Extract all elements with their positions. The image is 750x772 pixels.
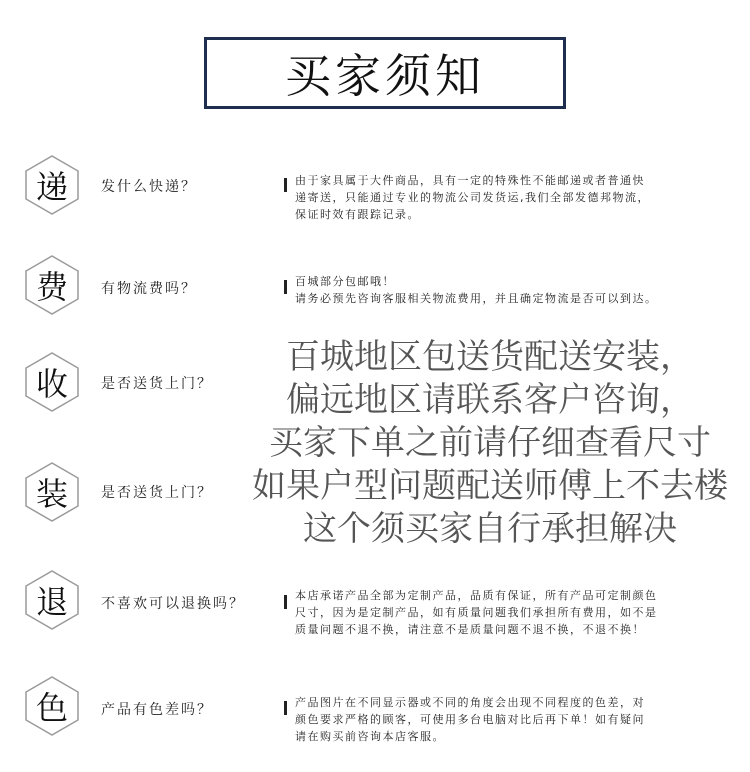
divider-bar bbox=[284, 280, 287, 294]
hexagon-char: 退 bbox=[35, 583, 68, 621]
question-label: 发什么快递？ bbox=[101, 179, 197, 195]
hexagon-icon bbox=[22, 155, 82, 215]
answer-line: 百城部分包邮哦！ bbox=[295, 275, 395, 288]
answer-text bbox=[295, 273, 715, 307]
answer-line: 本店承诺产品全部为定制产品，品质有保证，所有产品可定制颜色 bbox=[295, 589, 658, 602]
answer-line: 请务必预先咨询客服相关物流费用，并且确定物流是否可以到达。 bbox=[295, 292, 658, 305]
question-label: 不喜欢可以退换吗？ bbox=[101, 596, 245, 612]
question-label: 是否送货上门？ bbox=[101, 485, 213, 501]
answer-line: 颜色要求严格的顾客，可使用多台电脑对比后再下单！如有疑问 bbox=[295, 713, 645, 726]
question-label: 有物流费吗？ bbox=[101, 281, 197, 297]
answer-text bbox=[295, 172, 715, 223]
hexagon-char: 费 bbox=[35, 268, 68, 306]
hexagon-icon bbox=[22, 570, 82, 630]
divider-bar bbox=[284, 701, 287, 715]
answer-text bbox=[295, 694, 715, 745]
hexagon-char: 收 bbox=[35, 365, 68, 403]
answer-text bbox=[295, 587, 715, 638]
page-title: 买家须知 bbox=[285, 49, 485, 103]
hexagon-icon bbox=[22, 352, 82, 412]
question-label: 是否送货上门？ bbox=[101, 376, 213, 392]
hexagon-icon bbox=[22, 676, 82, 736]
notice-line: 这个须买家自行承担解决 bbox=[303, 509, 677, 549]
title-box bbox=[204, 37, 566, 109]
hexagon-icon bbox=[22, 462, 82, 522]
answer-line: 请在购买前咨询本店客服。 bbox=[295, 730, 445, 743]
hexagon-char: 装 bbox=[35, 475, 68, 513]
answer-line: 质量问题不退不换，请注意不是质量问题不退不换，不退不换！ bbox=[295, 623, 645, 636]
hexagon-char: 递 bbox=[35, 168, 68, 206]
hexagon-icon bbox=[22, 255, 82, 315]
notice-line: 如果户型问题配送师傅上不去楼 bbox=[252, 466, 728, 506]
notice-line: 偏远地区请联系客户咨询， bbox=[286, 380, 694, 420]
answer-line: 尺寸，因为是定制产品，如有质量问题我们承担所有费用，如不是 bbox=[295, 606, 658, 619]
notice-line: 百城地区包送货配送安装， bbox=[286, 337, 694, 377]
hexagon-char: 色 bbox=[35, 689, 68, 727]
answer-line: 由于家具属于大件商品，具有一定的特殊性不能邮递或者普通快 bbox=[295, 174, 645, 187]
notice-line: 买家下单之前请仔细查看尺寸 bbox=[269, 423, 711, 463]
question-label: 产品有色差吗？ bbox=[101, 702, 213, 718]
divider-bar bbox=[284, 595, 287, 609]
answer-line: 产品图片在不同显示器或不同的角度会出现不同程度的色差，对 bbox=[295, 696, 645, 709]
divider-bar bbox=[284, 178, 287, 192]
answer-line: 递寄送，只能通过专业的物流公司发货运,我们全部发德邦物流， bbox=[295, 191, 650, 204]
delivery-notice-overlay bbox=[230, 336, 750, 551]
answer-line: 保证时效有跟踪记录。 bbox=[295, 208, 420, 221]
